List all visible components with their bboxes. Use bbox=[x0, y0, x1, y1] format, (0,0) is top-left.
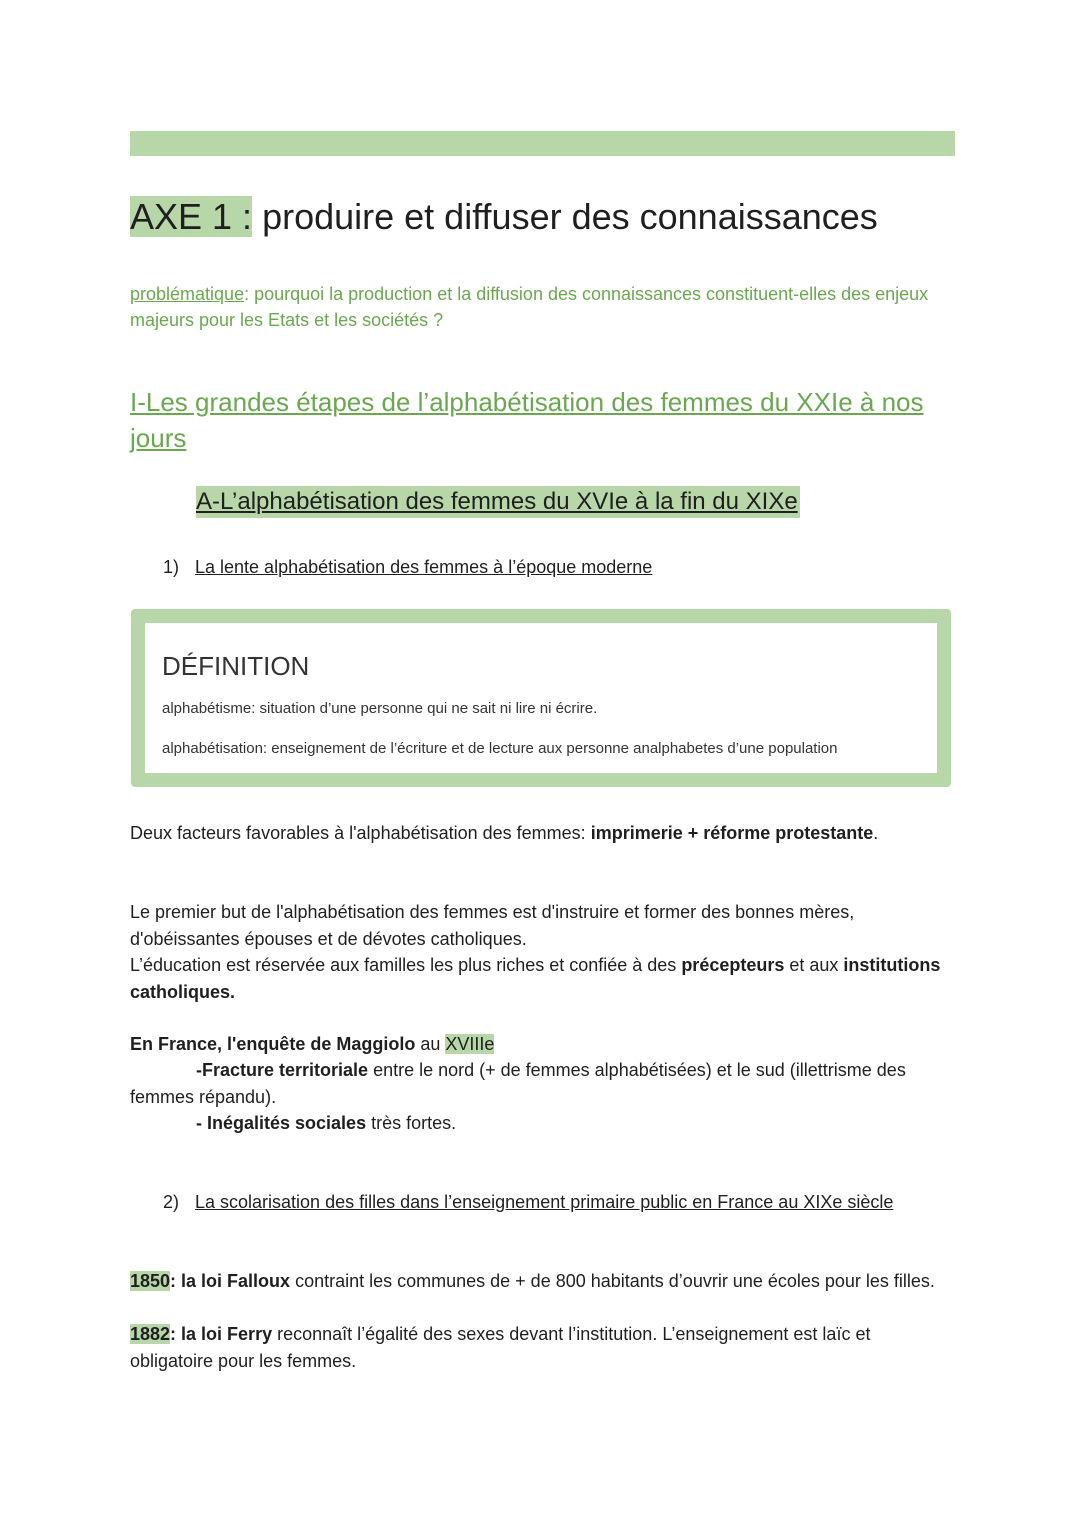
header-color-bar bbox=[130, 131, 955, 156]
loi-falloux-text: contraint les communes de + de 800 habitants d’ouvrir une écoles pour les filles. bbox=[290, 1271, 935, 1291]
definition-box bbox=[131, 609, 951, 787]
facteurs-paragraph bbox=[130, 820, 890, 847]
definition-title: DÉFINITION bbox=[162, 651, 310, 681]
page-title bbox=[130, 194, 878, 240]
section-heading-a: A-L’alphabétisation des femmes du XVIe à la fin du XIXe bbox=[196, 486, 800, 518]
enquete-century-highlight: XVIIIe bbox=[445, 1034, 495, 1054]
but-text-a: L’éducation est réservée aux familles les plus riches et confiée à des bbox=[130, 955, 682, 975]
numbered-heading-text: La lente alphabétisation des femmes à l’époque moderne bbox=[195, 557, 653, 577]
enquete-heading bbox=[130, 1031, 950, 1058]
definition-alphabetisation: alphabétisation: enseignement de l’écriture et de lecture aux personne analphabetes d’une population bbox=[162, 740, 838, 757]
but-paragraph-2 bbox=[130, 952, 945, 1005]
inegalites-text: très fortes. bbox=[366, 1113, 457, 1133]
year-1850-highlight: 1850 bbox=[130, 1271, 171, 1291]
loi-ferry-text: reconnaît l’égalité des sexes devant l’institution. L’enseignement est laïc et obligatoire pour les femmes. bbox=[130, 1324, 871, 1371]
loi-falloux-bold: : la loi Falloux bbox=[170, 1271, 291, 1291]
title-text: produire et diffuser des connaissances bbox=[252, 196, 878, 237]
but-bold-institutions: institutions catholiques. bbox=[130, 955, 941, 1002]
inegalites-paragraph bbox=[130, 1110, 950, 1137]
numbered-heading-number: 1) bbox=[163, 557, 180, 577]
section-heading-1: I-Les grandes étapes de l’alphabétisation des femmes du XXIe à nos jours bbox=[130, 387, 924, 453]
loi-falloux-paragraph bbox=[130, 1268, 945, 1295]
numbered-heading-number: 2) bbox=[163, 1192, 180, 1212]
loi-ferry-paragraph bbox=[130, 1321, 945, 1374]
facteurs-end: . bbox=[873, 823, 879, 843]
but-bold-precepteurs: précepteurs bbox=[681, 955, 785, 975]
enquete-bold: En France, l'enquête de Maggiolo bbox=[130, 1034, 416, 1054]
facteurs-text: Deux facteurs favorables à l'alphabétisation des femmes: bbox=[130, 823, 591, 843]
problematique-text: : pourquoi la production et la diffusion des connaissances constituent-elles des enjeux majeurs pour les Etats et les sociétés ? bbox=[130, 284, 929, 330]
year-1882-highlight: 1882 bbox=[130, 1324, 171, 1344]
facteurs-bold: imprimerie + réforme protestante bbox=[590, 823, 874, 843]
fracture-paragraph bbox=[130, 1057, 945, 1110]
title-prefix-highlight: AXE 1 : bbox=[130, 196, 253, 237]
fracture-bold: -Fracture territoriale bbox=[196, 1060, 369, 1080]
definition-box-inner bbox=[145, 623, 937, 773]
inegalites-bold: - Inégalités sociales bbox=[196, 1113, 367, 1133]
problematique-paragraph bbox=[130, 281, 930, 333]
numbered-heading-text: La scolarisation des filles dans l’enseignement primaire public en France au XIXe siècle bbox=[195, 1192, 894, 1212]
problematique-label: problématique bbox=[130, 284, 245, 304]
definition-alphabetisme: alphabétisme: situation d’une personne qui ne sait ni lire ni écrire. bbox=[162, 700, 598, 717]
but-paragraph-1: Le premier but de l'alphabétisation des femmes est d'instruire et former des bonnes mères, d'obéissantes épouses et de dévotes catholiques. bbox=[130, 902, 855, 949]
loi-ferry-bold: : la loi Ferry bbox=[170, 1324, 273, 1344]
enquete-mid: au bbox=[415, 1034, 446, 1054]
fracture-text: entre le nord (+ de femmes alphabétisées) et le sud (illettrisme des femmes répandu). bbox=[130, 1060, 906, 1107]
but-text-c: et aux bbox=[784, 955, 844, 975]
